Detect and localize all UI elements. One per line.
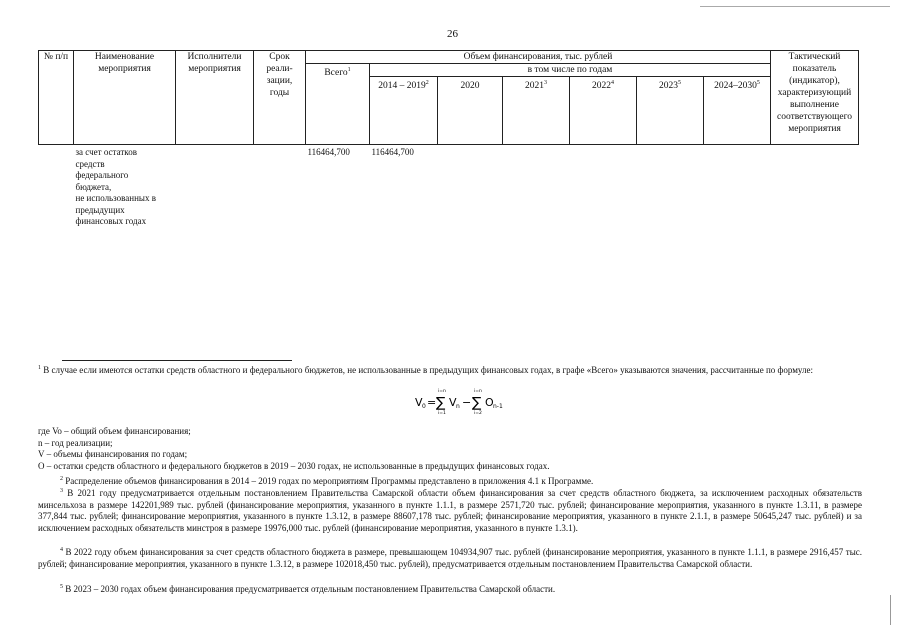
- scan-mark-right-edge: [890, 595, 891, 625]
- name-line: средств: [75, 158, 105, 169]
- header-year: 2020: [438, 77, 503, 145]
- header-name: Наименование мероприятия: [74, 51, 176, 145]
- header-indicator: Тактический показатель (индикатор), характеризующий выполнение соответствующего мероприятия: [771, 51, 859, 145]
- header-including: в том числе по годам: [370, 64, 771, 77]
- formula-minus: −: [462, 396, 472, 409]
- header-executors: Исполнители мероприятия: [176, 51, 254, 145]
- cell-executors: [176, 145, 254, 228]
- formula-sum1: ∑: [436, 395, 446, 411]
- table-row: [39, 145, 859, 228]
- cell-name: [74, 145, 176, 228]
- formula-sum1-top: i=n: [438, 389, 446, 394]
- name-line: финансовых годах: [75, 216, 147, 226]
- formula-lhs: V: [415, 396, 423, 409]
- financing-table: [38, 50, 859, 228]
- name-line: федерального: [75, 170, 129, 180]
- name-line: не использованных в: [75, 193, 156, 203]
- cell-2020: [438, 145, 503, 228]
- legend-line: V – объемы финансирования по годам;: [38, 449, 188, 459]
- name-line: за счет остатков: [75, 147, 137, 157]
- footnote-5: $^5$ В 2023 – 2030 годах объем финансирования предусматривается отдельным постановлением Правительства Самарской области.: [60, 584, 556, 594]
- formula-term2: O: [485, 396, 494, 409]
- formula-term2-sub: n-1: [493, 403, 503, 410]
- legend-line: O – остатки средств областного и федерального бюджетов в 2019 – 2030 годах, не использованные в предыдущих финансовых годах.: [38, 460, 550, 471]
- cell-term: [254, 145, 306, 228]
- footnote-2: $^2$ Распределение объемов финансирования в 2014 – 2019 годах по мероприятиям Программы представлено в приложения 4.1 к Программе.: [60, 476, 594, 486]
- footnote-3: $^3$ В 2021 году предусматривается отдельным постановлением Правительства Самарской области объем финансирования за счет средств областного бюджета, за исключением расходных обязательств минсельхоза в размере 142201,989 тыс. рублей (финансирование мероприятия, указанного в пункте 1.1.1, в размере 2571,720 тыс. рублей; финансирование мероприятия, указанного в пункте 1.3.11, в размере 377,844 тыс. рублей; финансирование мероприятия, указанного в пункте 1.3.12, в размере 88607,178 тыс. рублей; финансирование мероприятия, указанного в пункте 2.1.1, в размере 50645,247 тыс. рублей) и за исключением расходных обязательств минстроя в размере 19976,000 тыс. рублей (финансирование мероприятия, указанного в пункте 1.3.1).: [38, 488, 862, 533]
- header-year: 2023$^5$: [637, 77, 704, 145]
- cell-2023: [637, 145, 704, 228]
- formula-equals: =: [427, 396, 437, 409]
- header-year: 2021$^3$: [503, 77, 570, 145]
- formula-term1: V: [449, 396, 457, 409]
- cell-2021: [503, 145, 570, 228]
- name-line: бюджета,: [75, 181, 112, 192]
- legend-line: n – год реализации;: [38, 437, 113, 448]
- header-num: № п/п: [39, 51, 74, 145]
- name-line: предыдущих: [75, 204, 125, 215]
- cell-indicator: [771, 145, 859, 228]
- page-number: 26: [447, 28, 458, 40]
- cell-total: 116464,700: [307, 147, 350, 157]
- cell-num: [39, 145, 74, 228]
- formula-sum2-bottom: i=2: [474, 411, 482, 415]
- cell-2024-2030: [704, 145, 771, 228]
- header-term: Срок реали-зации, годы: [254, 51, 306, 145]
- formula-legend: [38, 426, 862, 472]
- formula-term1-sub: n: [456, 403, 460, 410]
- header-funding: Объем финансирования, тыс. рублей: [306, 51, 771, 64]
- header-total: Всего$^1$: [306, 64, 370, 145]
- legend-line: где Vo – общий объем финансирования;: [38, 426, 191, 436]
- formula-sum2: ∑: [472, 395, 482, 411]
- footnote-4: $^4$ В 2022 году объем финансирования за счет средств областного бюджета в размере, превышающем 104934,907 тыс. рублей (финансирование мероприятия, указанного в пункте 1.1.1, в размере 2916,457 тыс. рублей; финансирование мероприятия, указанного в пункте 1.3.12, в размере 102018,450 тыс. рублей), предусматривается отдельным постановлением Правительства Самарской области.: [38, 547, 862, 569]
- header-year: 2014 – 2019$^2$: [370, 77, 438, 145]
- formula: [415, 387, 525, 415]
- formula-lhs-sub: 0: [422, 403, 426, 410]
- formula-sum2-top: i=n: [474, 389, 482, 394]
- formula-sum1-bottom: i=1: [438, 411, 446, 415]
- footnote-separator: [62, 360, 292, 361]
- cell-2022: [570, 145, 637, 228]
- header-year: 2022$^4$: [570, 77, 637, 145]
- cell-2014-2019: 116464,700: [371, 147, 414, 157]
- scan-mark-top-right: [700, 6, 890, 7]
- header-year: 2024–2030$^5$: [704, 77, 771, 145]
- footnote-1: $^1$ В случае если имеются остатки средств областного и федерального бюджетов, не использованные в предыдущих финансовых годах, в графе «Всего» указываются значения, рассчитанные по формуле:: [38, 365, 814, 375]
